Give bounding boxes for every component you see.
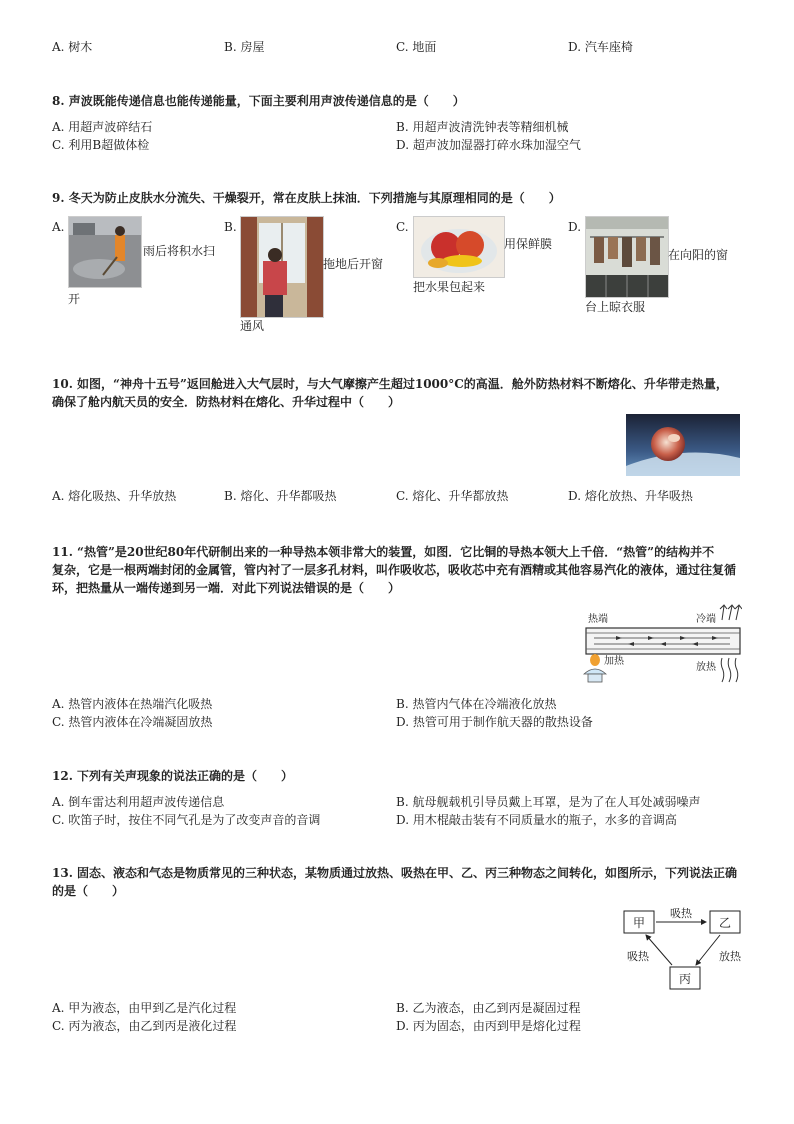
q8-option-a: A. 用超声波碎结石: [52, 120, 153, 134]
q9-caption-b-line2: 通风: [240, 319, 265, 333]
q9-photo-d-drying-clothes: [585, 216, 669, 298]
q11-stem-line1: 11. “热管”是20世纪80年代研制出来的一种导热本领非常大的装置，如图．它比铜的导热本领大上千倍．“热管”的结构并不: [52, 545, 715, 559]
q9-stem: 9. 冬天为防止皮肤水分流失、干燥裂开，常在皮肤上抹油．下列措施与其原理相同的是（ ）: [52, 191, 561, 205]
heat-pipe-cold-end-label: 冷端: [696, 614, 716, 625]
q10-photo-reentry-capsule: [626, 414, 740, 476]
q8-option-d: D. 超声波加湿器打碎水珠加湿空气: [396, 138, 581, 152]
q13-option-a: A. 甲为液态，由甲到乙是汽化过程: [52, 1001, 237, 1015]
q13-state-diagram: [620, 905, 744, 991]
q10-option-d: D. 熔化放热、升华吸热: [568, 489, 693, 503]
q11-option-c: C. 热管内液体在冷端凝固放热: [52, 715, 213, 729]
arrow-jia-to-yi-label: 吸热: [670, 907, 692, 920]
q9-label-b: B.: [224, 220, 237, 234]
q7-option-b: B. 房屋: [224, 40, 265, 54]
q10-stem-line2: 确保了舱内航天员的安全．防热材料在熔化、升华过程中（ ）: [52, 395, 401, 409]
q9-caption-b-line1: 拖地后开窗: [323, 257, 384, 271]
q8-option-c: C. 利用B超做体检: [52, 138, 150, 152]
q13-option-b: B. 乙为液态，由乙到丙是凝固过程: [396, 1001, 581, 1015]
q7-option-c: C. 地面: [396, 40, 437, 54]
q9-caption-d-line2: 台上晾衣服: [585, 300, 646, 314]
q9-label-c: C.: [396, 220, 409, 234]
q9-photo-b-window: [240, 216, 324, 318]
state-yi-label: 乙: [718, 916, 732, 930]
q12-stem: 12. 下列有关声现象的说法正确的是（ ）: [52, 769, 294, 783]
q9-caption-c-line2: 把水果包起来: [413, 280, 486, 294]
q9-label-a: A.: [52, 220, 65, 234]
q12-option-d: D. 用木棍敲击装有不同质量水的瓶子，水多的音调高: [396, 813, 677, 827]
q11-option-a: A. 热管内液体在热端汽化吸热: [52, 697, 213, 711]
q13-stem-line1: 13. 固态、液态和气态是物质常见的三种状态，某物质通过放热、吸热在甲、乙、丙三种物态之间转化，如图所示，下列说法正确: [52, 866, 738, 880]
q9-caption-a-line1: 雨后将积水扫: [143, 244, 216, 258]
q9-caption-d-line1: 在向阳的窗: [668, 248, 729, 262]
q11-heat-pipe-diagram: [582, 600, 742, 686]
q13-option-c: C. 丙为液态，由乙到丙是液化过程: [52, 1019, 237, 1033]
q12-option-c: C. 吹笛子时，按住不同气孔是为了改变声音的音调: [52, 813, 321, 827]
heat-pipe-heating-label: 加热: [604, 656, 624, 667]
q11-option-d: D. 热管可用于制作航天器的散热设备: [396, 715, 593, 729]
q9-photo-c-wrapped-fruit: [413, 216, 505, 278]
q11-stem-line2: 复杂，它是一根两端封闭的金属管，管内衬了一层多孔材料，叫作吸收芯，吸收芯中充有酒精或其他容易汽化的液体，通过往复循: [52, 563, 737, 577]
heat-pipe-release-label: 放热: [696, 662, 716, 673]
q12-option-a: A. 倒车雷达利用超声波传递信息: [52, 795, 225, 809]
state-bing-label: 丙: [678, 972, 692, 986]
q9-photo-a-sweeping: [68, 216, 142, 288]
q13-option-d: D. 丙为固态，由丙到甲是熔化过程: [396, 1019, 581, 1033]
q10-option-a: A. 熔化吸热、升华放热: [52, 489, 177, 503]
q10-option-c: C. 熔化、升华都放热: [396, 489, 509, 503]
q9-label-d: D.: [568, 220, 582, 234]
q9-caption-a-line2: 开: [68, 292, 81, 306]
arrow-bing-to-jia-label: 吸热: [627, 950, 649, 963]
q9-caption-c-line1: 用保鲜膜: [504, 237, 553, 251]
q12-option-b: B. 航母舰载机引导员戴上耳罩，是为了在人耳处减弱噪声: [396, 795, 701, 809]
q7-option-d: D. 汽车座椅: [568, 40, 633, 54]
q11-option-b: B. 热管内气体在冷端液化放热: [396, 697, 557, 711]
q8-stem: 8. 声波既能传递信息也能传递能量，下面主要利用声波传递信息的是（ ）: [52, 94, 465, 108]
q8-option-b: B. 用超声波清洗钟表等精细机械: [396, 120, 569, 134]
state-jia-label: 甲: [632, 916, 646, 930]
arrow-yi-to-bing-label: 放热: [719, 950, 741, 963]
q13-stem-line2: 的是（ ）: [52, 884, 125, 898]
q7-option-a: A. 树木: [52, 40, 93, 54]
q10-option-b: B. 熔化、升华都吸热: [224, 489, 337, 503]
heat-pipe-hot-end-label: 热端: [588, 614, 608, 625]
q11-stem-line3: 环，把热量从一端传递到另一端．对此下列说法错误的是（ ）: [52, 581, 401, 595]
q10-stem-line1: 10. 如图，“神舟十五号”返回舱进入大气层时，与大气摩擦产生超过1000°C的高温．舱外防热材料不断熔化、升华带走热量，: [52, 377, 728, 391]
